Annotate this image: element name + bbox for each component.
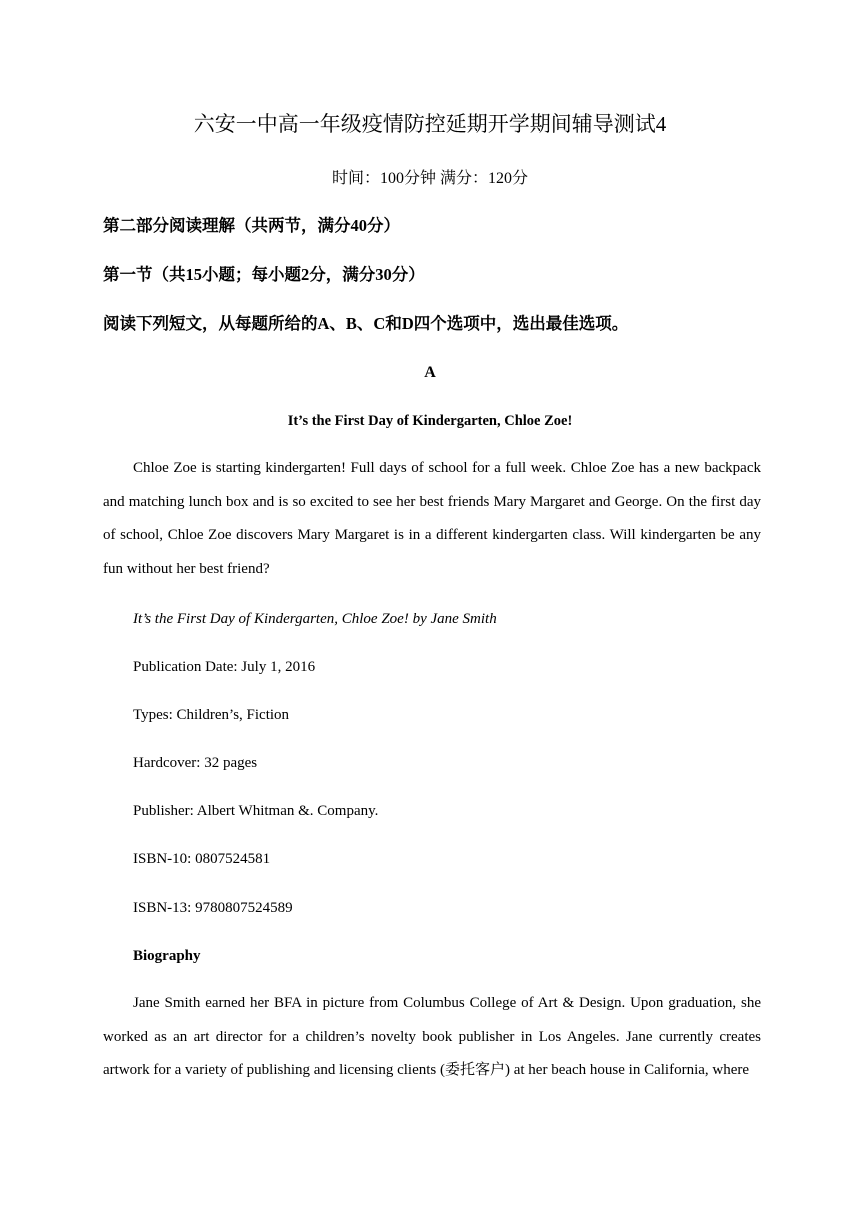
biography-paragraph: Jane Smith earned her BFA in picture from Columbus College of Art & Design. Upon graduation, she worked as an art director for a children’s novelty book publisher in Los Angeles. Jane currently creates artwork for a variety of publishing and licensing clients (委托客户) at her beach house in California, where (103, 995, 761, 1078)
book-types: Types: Children’s, Fiction (133, 707, 290, 723)
passage-paragraph: Chloe Zoe is starting kindergarten! Full days of school for a full week. Chloe Zoe has a new backpack and matching lunch box and is so excited to see her best friends Mary Margaret and George. On the first day of school, Chloe Zoe discovers Mary Margaret is in a different kindergarten class. Will kindergarten be any fun without her best friend? (103, 460, 761, 577)
publication-date: Publication Date: July 1, 2016 (133, 659, 316, 675)
passage-letter: A (424, 364, 436, 381)
part-heading: 第二部分阅读理解（共两节，满分40分） (103, 216, 400, 235)
isbn-10: ISBN-10: 0807524581 (133, 851, 271, 867)
book-hardcover: Hardcover: 32 pages (133, 755, 258, 771)
biography-heading: Biography (133, 948, 201, 964)
book-publisher: Publisher: Albert Whitman &. Company. (133, 803, 379, 819)
section-heading: 第一节（共15小题；每小题2分，满分30分） (103, 265, 425, 284)
book-title-line: It’s the First Day of Kindergarten, Chloe Zoe! by Jane Smith (133, 611, 497, 627)
isbn-13: ISBN-13: 9780807524589 (133, 900, 293, 916)
page-title: 六安一中高一年级疫情防控延期开学期间辅导测试4 (193, 112, 667, 136)
exam-time-score: 时间：100分钟 满分：120分 (331, 170, 528, 187)
instruction-text: 阅读下列短文，从每题所给的A、B、C和D四个选项中，选出最佳选项。 (103, 314, 629, 333)
passage-heading: It’s the First Day of Kindergarten, Chloe Zoe! (287, 413, 573, 429)
